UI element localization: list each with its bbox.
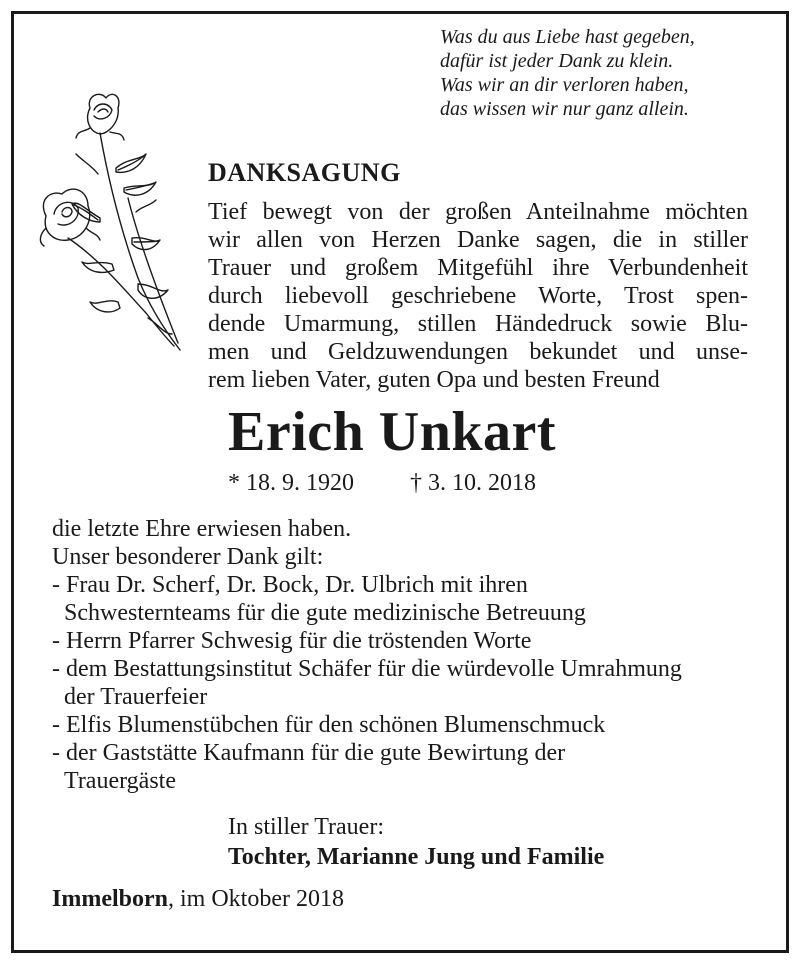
birth-date: * 18. 9. 1920 [228, 470, 354, 496]
list-item-continuation: Schwesternteams für die gute medizinische Betreuung [64, 600, 586, 626]
paragraph-line: dende Umarmung, stillen Händedruck sowie Blu- [208, 311, 748, 337]
paragraph-line: durch liebevoll geschriebene Worte, Trost spen- [208, 283, 748, 309]
list-item: - Elfis Blumenstübchen für den schönen Blumenschmuck [52, 712, 606, 738]
poem-line: das wissen wir nur ganz allein. [440, 98, 689, 120]
place-name: Immelborn [52, 886, 168, 912]
closing-signature [228, 812, 604, 872]
paragraph-line: Tief bewegt von der großen Anteilnahme möchten [208, 199, 748, 225]
thanks-paragraph [208, 198, 748, 394]
closing-names: Tochter, Marianne Jung und Familie [228, 844, 605, 870]
place-date-text: , im Oktober 2018 [168, 886, 344, 912]
poem-line: Was du aus Liebe hast gegeben, [440, 26, 695, 48]
paragraph-line: wir allen von Herzen Danke sagen, die in stiller [208, 227, 748, 253]
poem-line: Was wir an dir verloren haben, [440, 74, 689, 96]
list-line: die letzte Ehre erwiesen haben. [52, 516, 352, 542]
list-item: - Herrn Pfarrer Schwesig für die tröstenden Worte [52, 628, 532, 654]
deceased-name: Erich Unkart [228, 401, 556, 463]
thanks-list [52, 515, 772, 795]
list-item: - Frau Dr. Scherf, Dr. Bock, Dr. Ulbrich mit ihren [52, 572, 528, 598]
death-date: † 3. 10. 2018 [410, 470, 536, 496]
paragraph-line: men und Geldzuwendungen bekundet und unse- [208, 339, 748, 365]
place-date [52, 884, 344, 914]
closing-intro: In stiller Trauer: [228, 814, 384, 840]
poem-line: dafür ist jeder Dank zu klein. [440, 50, 674, 72]
list-line: Unser besonderer Dank gilt: [52, 544, 324, 570]
list-item: - dem Bestattungsinstitut Schäfer für die würdevolle Umrahmung [52, 656, 682, 682]
paragraph-line: rem lieben Vater, guten Opa und besten Freund [208, 367, 660, 393]
list-item-continuation: der Trauerfeier [64, 684, 208, 710]
life-dates [228, 468, 536, 498]
paragraph-line: Trauer und großem Mitgefühl ihre Verbundenheit [208, 255, 748, 281]
poem [440, 25, 770, 121]
heading-danksagung: DANKSAGUNG [208, 158, 401, 187]
list-item: - der Gaststätte Kaufmann für die gute Bewirtung der [52, 740, 566, 766]
rose-illustration-icon [28, 88, 193, 358]
list-item-continuation: Trauergäste [64, 768, 176, 794]
